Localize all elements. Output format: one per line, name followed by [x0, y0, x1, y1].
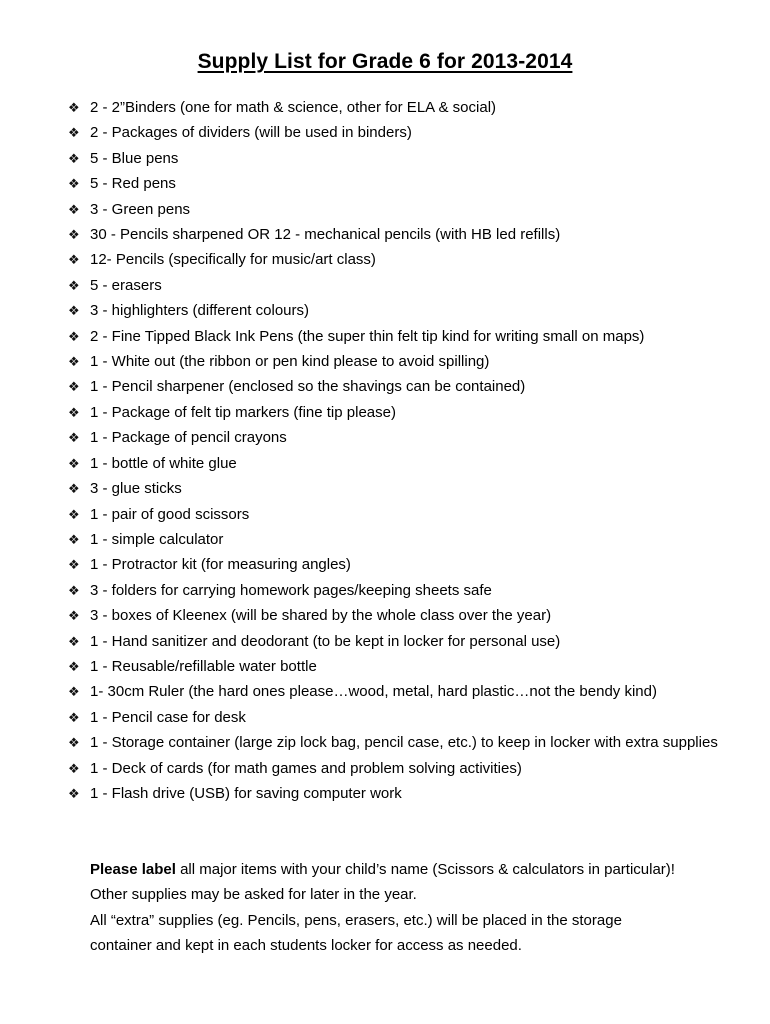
- list-item: [68, 95, 728, 120]
- list-item-text: 5 - Blue pens: [90, 149, 179, 167]
- list-item: [68, 171, 728, 196]
- list-item-text: 1 - Reusable/refillable water bottle: [90, 657, 317, 675]
- four-diamond-bullet-icon: ❖: [68, 404, 80, 420]
- list-item-text: 2 - Fine Tipped Black Ink Pens (the super thin felt tip kind for writing small on maps): [90, 327, 645, 345]
- four-diamond-bullet-icon: ❖: [68, 430, 80, 446]
- list-item: [68, 476, 728, 501]
- list-item: [68, 578, 728, 603]
- list-item-text: 30 - Pencils sharpened OR 12 - mechanical pencils (with HB led refills): [90, 226, 561, 244]
- list-item-text: 1 - Hand sanitizer and deodorant (to be kept in locker for personal use): [90, 632, 561, 650]
- list-item-text: 1 - Pencil sharpener (enclosed so the shavings can be contained): [90, 378, 526, 396]
- list-item: [68, 298, 728, 323]
- four-diamond-bullet-icon: ❖: [68, 785, 80, 801]
- note-extra-supplies: All “extra” supplies (eg. Pencils, pens, erasers, etc.) will be placed in the storage: [90, 911, 622, 929]
- four-diamond-bullet-icon: ❖: [68, 125, 80, 141]
- list-item: [68, 451, 728, 476]
- note-please-label: [90, 857, 740, 882]
- list-item: [68, 146, 728, 171]
- list-item-text: 1 - bottle of white glue: [90, 454, 237, 472]
- four-diamond-bullet-icon: ❖: [68, 354, 80, 370]
- four-diamond-bullet-icon: ❖: [68, 277, 80, 293]
- list-item: [68, 781, 728, 806]
- list-item: [68, 552, 728, 577]
- four-diamond-bullet-icon: ❖: [68, 557, 80, 573]
- four-diamond-bullet-icon: ❖: [68, 201, 80, 217]
- page-title: Supply List for Grade 6 for 2013-2014: [197, 50, 573, 73]
- note-other-supplies: Other supplies may be asked for later in the year.: [90, 886, 417, 904]
- four-diamond-bullet-icon: ❖: [68, 100, 80, 115]
- list-item-text: 12- Pencils (specifically for music/art class): [90, 251, 376, 269]
- four-diamond-bullet-icon: ❖: [68, 328, 80, 344]
- list-item-text: 1 - Storage container (large zip lock bag, pencil case, etc.) to keep in locker with extra supplies: [90, 734, 718, 752]
- note-label-bold: Please label: [90, 861, 176, 878]
- list-item-text: 2 - Packages of dividers (will be used in binders): [90, 124, 412, 142]
- four-diamond-bullet-icon: ❖: [68, 608, 80, 624]
- list-item: [68, 679, 728, 704]
- four-diamond-bullet-icon: ❖: [68, 506, 80, 522]
- list-item: [68, 324, 728, 349]
- four-diamond-bullet-icon: ❖: [68, 303, 80, 319]
- list-item-text: 1 - Deck of cards (for math games and problem solving activities): [90, 759, 522, 777]
- list-item: [68, 349, 728, 374]
- list-item: [68, 197, 728, 222]
- list-item: [68, 374, 728, 399]
- list-item: [68, 400, 728, 425]
- list-item: [68, 120, 728, 145]
- four-diamond-bullet-icon: ❖: [68, 176, 80, 192]
- list-item-text: 1 - Protractor kit (for measuring angles): [90, 556, 351, 574]
- list-item-text: 1 - pair of good scissors: [90, 505, 250, 523]
- list-item-text: 1 - Package of pencil crayons: [90, 429, 287, 447]
- list-item: [68, 273, 728, 298]
- four-diamond-bullet-icon: ❖: [68, 658, 80, 674]
- list-item-text: 1 - White out (the ribbon or pen kind please to avoid spilling): [90, 353, 490, 371]
- list-item: [68, 222, 728, 247]
- supply-list: [68, 95, 728, 806]
- four-diamond-bullet-icon: ❖: [68, 684, 80, 700]
- list-item-text: 3 - glue sticks: [90, 480, 182, 498]
- list-item: [68, 527, 728, 552]
- notes-section: [90, 857, 740, 959]
- list-item-text: 1 - Flash drive (USB) for saving computer work: [90, 784, 402, 802]
- four-diamond-bullet-icon: ❖: [68, 633, 80, 649]
- list-item-text: 3 - highlighters (different colours): [90, 302, 309, 320]
- list-item-text: 1- 30cm Ruler (the hard ones please…wood, metal, hard plastic…not the bendy kind): [90, 683, 657, 701]
- four-diamond-bullet-icon: ❖: [68, 252, 80, 268]
- list-item-text: 1 - simple calculator: [90, 530, 224, 548]
- list-item: [68, 730, 728, 755]
- four-diamond-bullet-icon: ❖: [68, 481, 80, 497]
- note-label-rest: all major items with your child’s name (Scissors & calculators in particular)!: [175, 861, 675, 878]
- four-diamond-bullet-icon: ❖: [68, 379, 80, 395]
- list-item-text: 5 - Red pens: [90, 175, 176, 193]
- four-diamond-bullet-icon: ❖: [68, 760, 80, 776]
- list-item-text: 1 - Package of felt tip markers (fine tip please): [90, 403, 396, 421]
- list-item: [68, 756, 728, 781]
- four-diamond-bullet-icon: ❖: [68, 709, 80, 725]
- list-item-text: 3 - Green pens: [90, 200, 191, 218]
- list-item-text: 3 - boxes of Kleenex (will be shared by the whole class over the year): [90, 607, 552, 625]
- list-item: [68, 705, 728, 730]
- four-diamond-bullet-icon: ❖: [68, 455, 80, 471]
- list-item-text: 1 - Pencil case for desk: [90, 708, 246, 726]
- list-item-text: 2 - 2”Binders (one for math & science, other for ELA & social): [90, 99, 497, 116]
- four-diamond-bullet-icon: ❖: [68, 735, 80, 751]
- list-item: [68, 425, 728, 450]
- list-item: [68, 629, 728, 654]
- four-diamond-bullet-icon: ❖: [68, 150, 80, 166]
- four-diamond-bullet-icon: ❖: [68, 582, 80, 598]
- list-item-text: 5 - erasers: [90, 276, 162, 294]
- list-item-text: 3 - folders for carrying homework pages/keeping sheets safe: [90, 581, 492, 599]
- list-item: [68, 502, 728, 527]
- note-extra-supplies-continued: container and kept in each students locker for access as needed.: [90, 937, 522, 955]
- list-item: [68, 247, 728, 272]
- list-item: [68, 654, 728, 679]
- four-diamond-bullet-icon: ❖: [68, 227, 80, 243]
- four-diamond-bullet-icon: ❖: [68, 531, 80, 547]
- list-item: [68, 603, 728, 628]
